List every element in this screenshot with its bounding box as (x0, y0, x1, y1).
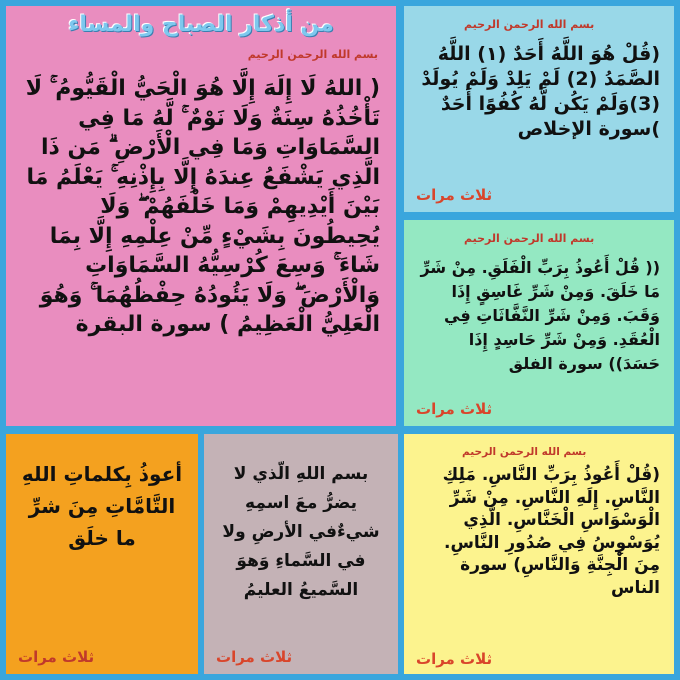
repeat-count-label: ثلاث مرات (416, 650, 493, 668)
repeat-count-label: ثلاث مرات (416, 400, 493, 418)
bismillah-label: بسم الله الرحمن الرحيم (247, 48, 378, 61)
surah-falaq-panel (404, 220, 674, 426)
repeat-count-label: ثلاث مرات (416, 186, 493, 204)
ayat-al-kursi-panel (6, 6, 396, 426)
bismillah-label: بسم الله الرحمن الرحيم (464, 232, 595, 245)
surah-ikhlas-panel (404, 6, 674, 212)
bismillah-label: بسم الله الرحمن الرحيم (464, 18, 595, 31)
page-title: من أذكار الصباح والمساء (68, 12, 334, 37)
surah-nas-panel (404, 434, 674, 674)
bismillah-dua-text: بسم اللهِ الّذي لا يضرُّ معَ اسمِهِ شيءٌفي الأرضِ ولا في السَّماءِ وَهوَ السَّميعُ العليمُ (222, 464, 380, 600)
surah-nas-text: (قُلْ أَعُوذُ بِرَبِّ النَّاسِ. مَلِكِ النَّاسِ. إِلَهِ النَّاسِ. مِنْ شَرِّ الْوَسْوَاسِ الْخَنَّاسِ. الَّذِي يُوَسْوِسُ فِي صُدُورِ النَّاسِ. مِنَ الْجِنَّةِ وَالنَّاسِ) سورة الناس (442, 465, 660, 598)
bismillah-label: بسم الله الرحمن الرحيم (462, 446, 587, 458)
audhu-dua-panel (6, 434, 198, 674)
bismillah-dua-panel (204, 434, 398, 674)
repeat-count-label: ثلاث مرات (216, 648, 293, 666)
repeat-count-label: ثلاث مرات (18, 648, 95, 666)
surah-falaq-text: (( قُلْ أَعُوذُ بِرَبِّ الْفَلَقِ. مِنْ شَرِّ مَا خَلَقَ. وَمِنْ شَرِّ غَاسِقٍ إِذَا وَقَبَ. وَمِنْ شَرِّ النَّفَّاثَاتِ فِي الْعُقَدِ. وَمِنْ شَرِّ حَاسِدٍ إِذَا حَسَدَ)) سورة الفلق (420, 258, 660, 373)
audhu-dua-text: أعوذُ بِكلماتِ اللهِ التَّامَّاتِ مِنَ شرِّ ما خلَق (21, 462, 183, 550)
ayat-al-kursi-text: ( اللهُ لَا إِلَهَ إِلَّا هُوَ الْحَيُّ الْقَيُّومُ ۚ لَا تَأْخُذُهُ سِنَةٌ وَلَا نَوْمٌ ۚ لَّهُ مَا فِي السَّمَاوَاتِ وَمَا فِي الْأَرْضِ ۗ مَن ذَا الَّذِي يَشْفَعُ عِندَهُ إِلَّا بِإِذْنِهِ ۚ يَعْلَمُ مَا بَيْنَ أَيْدِيهِمْ وَمَا خَلْفَهُمْ ۖ وَلَا يُحِيطُونَ بِشَيْءٍ مِّنْ عِلْمِهِ إِلَّا بِمَا شَاءَ ۚ وَسِعَ كُرْسِيُّهُ السَّمَاوَاتِ وَالْأَرْضَ ۖ وَلَا يَئُودُهُ حِفْظُهُمَا ۚ وَهُوَ الْعَلِيُّ الْعَظِيمُ ) سورة البقرة (25, 76, 380, 337)
surah-ikhlas-text: (قُلْ هُوَ اللَّهُ أَحَدٌ (١) اللَّهُ الصَّمَدُ (2) لَمْ يَلِدْ وَلَمْ يُولَدْ (3)وَلَمْ يَكُن لَّهُ كُفُوًا أَحَدٌ )سورة الإخلاص (421, 43, 660, 140)
